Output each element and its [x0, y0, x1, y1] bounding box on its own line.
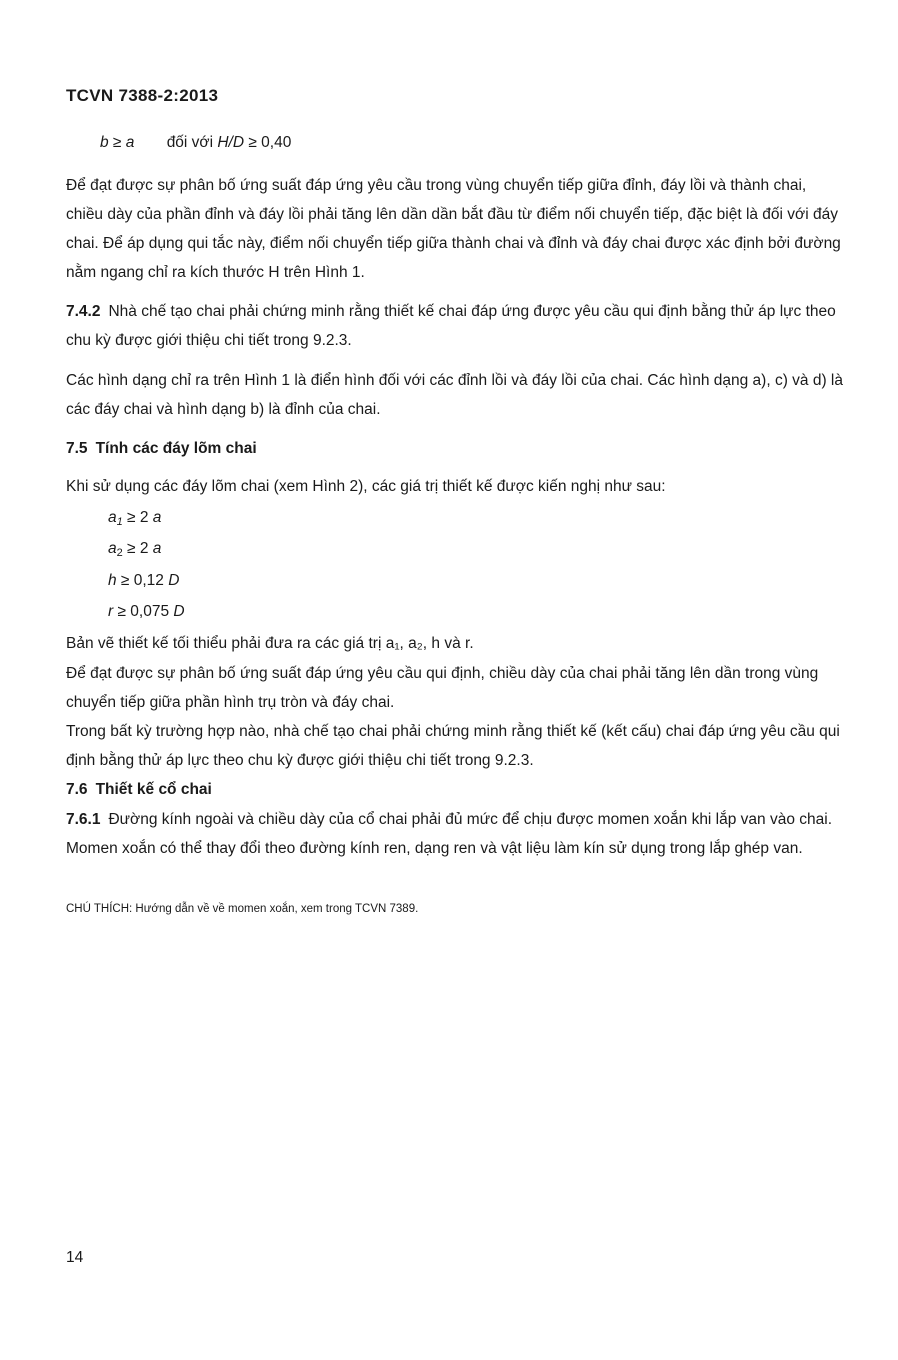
formula-rvar: D: [168, 572, 180, 589]
section-7-4-2: [66, 297, 846, 355]
paragraph-figure-1-shapes: Các hình dạng chỉ ra trên Hình 1 là điển hình đối với các đỉnh lồi và đáy lồi của chai. Các hình dạng a), c) và d) là các đáy chai và hình dạng b) là đỉnh của chai.: [66, 372, 843, 418]
section-text: Đường kính ngoài và chiều dày của cổ chai phải đủ mức để chịu được momen xoắn khi lắp van vào chai. Momen xoắn có thể thay đổi theo đường kính ren, dạng ren và vật liệu làm kín sử dụng trong lắp ghép van.: [66, 811, 833, 857]
section-7-6-1: [66, 805, 846, 863]
section-number: 7.6.1: [66, 811, 101, 828]
section-7-6-heading: [66, 775, 846, 804]
page-number: 14: [66, 1249, 84, 1266]
formula-lhs: b ≥ a: [100, 134, 135, 151]
paragraph-transition-thickness: Để đạt được sự phân bố ứng suất đáp ứng yêu cầu trong vùng chuyển tiếp giữa đỉnh, đáy lồi và thành chai, chiều dày của phần đỉnh và đáy lồi phải tăng lên dần dần bắt đầu từ điểm nối chuyển tiếp, đặc biệt là đối với đáy chai. Để áp dụng qui tắc này, điểm nối chuyển tiếp giữa thành chai và đỉnh và đáy chai được xác định bởi đường nằm ngang chỉ ra kích thước H trên Hình 1.: [66, 177, 841, 281]
formula-var: h: [108, 572, 117, 589]
note: CHÚ THÍCH: Hướng dẫn về về momen xoắn, xem trong TCVN 7389.: [66, 903, 419, 915]
formula-a2: [108, 538, 161, 564]
formula-subscript: 2: [116, 547, 123, 559]
formula-rhs: ≥ 2: [122, 509, 153, 526]
formula-var: a: [108, 540, 117, 557]
section-title: Tính các đáy lõm chai: [95, 440, 257, 457]
paragraph-thickness-increase: Để đạt được sự phân bố ứng suất đáp ứng yêu cầu qui định, chiều dày của chai phải tăng lên dần trong vùng chuyển tiếp giữa phần hình trụ tròn và đáy chai.: [66, 665, 819, 711]
section-text: Nhà chế tạo chai phải chứng minh rằng thiết kế chai đáp ứng được yêu cầu qui định bằng thử áp lực theo chu kỳ được giới thiệu chi tiết trong 9.2.3.: [66, 303, 836, 349]
paragraph-concave-base-intro: Khi sử dụng các đáy lõm chai (xem Hình 2), các giá trị thiết kế được kiến nghị như sau:: [66, 478, 666, 495]
formula-condition-prefix: đối với: [166, 134, 218, 151]
section-number: 7.5: [66, 440, 88, 457]
formula-condition-value: ≥ 0,40: [244, 134, 292, 151]
formula-var: r: [108, 603, 114, 620]
section-number: 7.6: [66, 781, 88, 798]
paragraph-cyclic-test: Trong bất kỳ trường hợp nào, nhà chế tạo chai phải chứng minh rằng thiết kế (kết cấu) chai đáp ứng yêu cầu qui định bằng thử áp lực theo chu kỳ được giới thiệu chi tiết trong 9.2.3.: [66, 723, 840, 769]
formula-rvar: D: [173, 603, 185, 620]
formula-subscript: 1: [116, 516, 123, 528]
formula-rvar: a: [152, 509, 162, 526]
paragraph-drawing-values: Bản vẽ thiết kế tối thiểu phải đưa ra các giá trị a₁, a₂, h và r.: [66, 635, 474, 652]
formula-a1: [108, 507, 161, 533]
formula-rhs: ≥ 2: [122, 540, 153, 557]
formula-h: [108, 570, 179, 592]
formula-rvar: a: [152, 540, 162, 557]
formula-rhs: ≥ 0,075: [113, 603, 174, 620]
section-number: 7.4.2: [66, 303, 101, 320]
formula-rhs: ≥ 0,12: [116, 572, 169, 589]
section-7-5-heading: [66, 434, 846, 463]
standard-code: TCVN 7388-2:2013: [66, 86, 219, 105]
formula-b-ge-a: [100, 132, 291, 154]
formula-r: [108, 601, 185, 623]
formula-condition-var: H/D: [217, 134, 245, 151]
section-title: Thiết kế cổ chai: [95, 781, 212, 798]
formula-var: a: [108, 509, 117, 526]
